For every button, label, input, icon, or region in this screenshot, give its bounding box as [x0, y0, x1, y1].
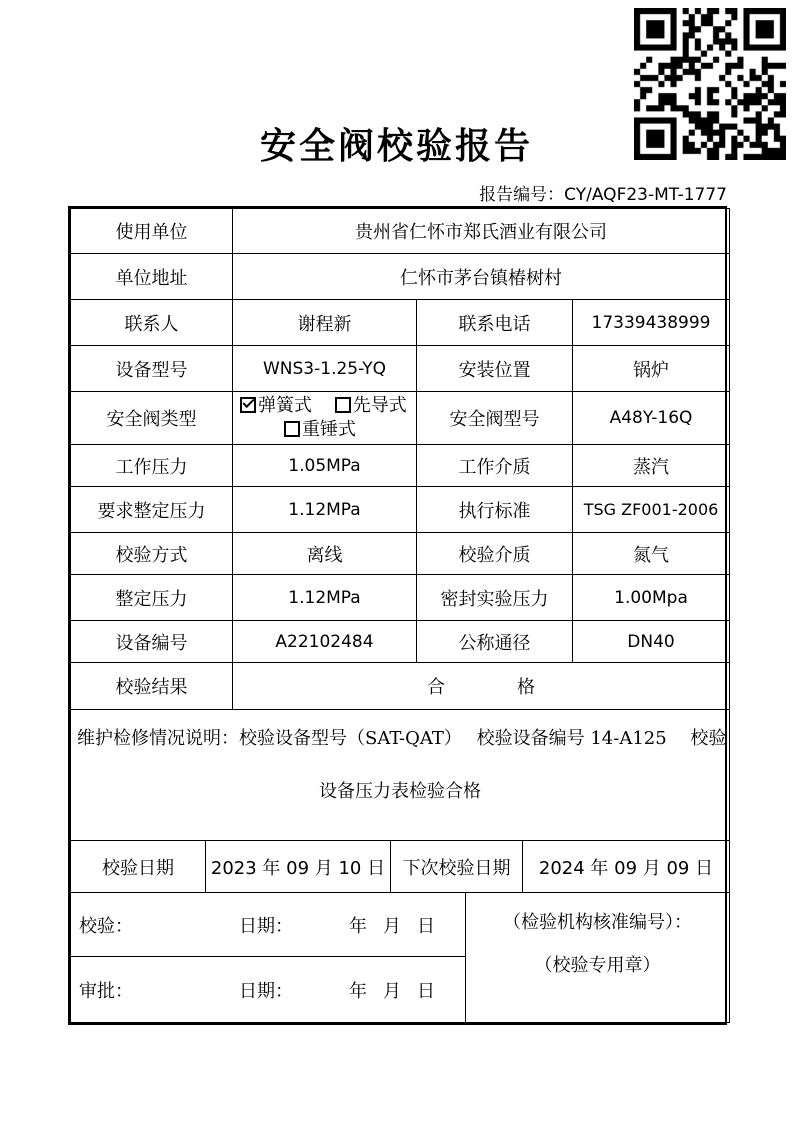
table-row	[71, 392, 730, 445]
year-label: 年	[349, 980, 367, 1002]
address-label: 单位地址	[71, 254, 233, 300]
phone-value: 17339438999	[573, 300, 730, 346]
use-unit-label: 使用单位	[71, 209, 233, 254]
valve-model-label: 安全阀型号	[417, 392, 573, 445]
next-date-label: 下次校验日期	[391, 841, 523, 893]
install-pos-value: 锅炉	[573, 346, 730, 392]
month-label: 月	[383, 980, 401, 1002]
next-date-value: 2024 年 09 月 09 日	[523, 841, 730, 893]
req-set-pressure-value: 1.12MPa	[233, 487, 417, 533]
result-label: 校验结果	[71, 663, 233, 710]
work-medium-value: 蒸汽	[573, 445, 730, 487]
maintenance-line1: 维护检修情况说明：校验设备型号（SAT-QAT） 校验设备编号 14-A125 校验	[77, 728, 727, 749]
table-row	[71, 300, 730, 346]
cal-method-value: 离线	[233, 533, 417, 575]
set-pressure-value: 1.12MPa	[233, 575, 417, 621]
seal-pressure-value: 1.00Mpa	[573, 575, 730, 621]
seal-label: （校验专用章）	[534, 955, 661, 976]
table-row	[71, 575, 730, 621]
address-value: 仁怀市茅台镇椿树村	[233, 254, 730, 300]
checkbox-unchecked-icon[interactable]	[284, 421, 300, 437]
table-row	[71, 487, 730, 533]
year-label: 年	[349, 915, 367, 937]
valve-model-value: A48Y-16Q	[573, 392, 730, 445]
use-unit-value: 贵州省仁怀市郑氏酒业有限公司	[233, 209, 730, 254]
work-medium-label: 工作介质	[417, 445, 573, 487]
day-label: 日	[417, 915, 435, 937]
work-pressure-label: 工作压力	[71, 445, 233, 487]
standard-label: 执行标准	[417, 487, 573, 533]
result-value: 合 格	[233, 663, 730, 710]
maintenance-note	[71, 710, 730, 841]
checkbox-checked-icon[interactable]	[240, 397, 256, 413]
valve-type-options	[233, 392, 417, 445]
info-table	[70, 208, 730, 841]
table-row	[71, 663, 730, 710]
device-no-value: A22102484	[233, 621, 417, 663]
table-row	[71, 209, 730, 254]
table-row	[71, 893, 730, 957]
month-label: 月	[383, 915, 401, 937]
date-label: 日期：	[239, 980, 293, 1002]
table-row	[71, 710, 730, 841]
device-model-label: 设备型号	[71, 346, 233, 392]
dates-table	[70, 840, 730, 893]
table-row	[71, 346, 730, 392]
checkbox-weight[interactable]	[284, 418, 416, 442]
report-number: 报告编号：CY/AQF23-MT-1777	[479, 185, 727, 205]
stamp-cell	[466, 893, 730, 1023]
contact-label: 联系人	[71, 300, 233, 346]
standard-value: TSG ZF001-2006	[573, 487, 730, 533]
report-table	[68, 206, 727, 1025]
cal-date-value: 2023 年 09 月 10 日	[206, 841, 391, 893]
day-label: 日	[417, 980, 435, 1002]
nominal-dia-value: DN40	[573, 621, 730, 663]
approver-label: 审批：	[79, 980, 133, 1002]
table-row	[71, 254, 730, 300]
checkbox-spring-label: 弹簧式	[258, 395, 312, 416]
work-pressure-value: 1.05MPa	[233, 445, 417, 487]
table-row	[71, 445, 730, 487]
req-set-pressure-label: 要求整定压力	[71, 487, 233, 533]
checkbox-unchecked-icon[interactable]	[335, 397, 351, 413]
checkbox-pilot-label: 先导式	[352, 395, 407, 416]
cal-medium-value: 氮气	[573, 533, 730, 575]
device-no-label: 设备编号	[71, 621, 233, 663]
valve-type-label: 安全阀类型	[71, 392, 233, 445]
phone-label: 联系电话	[417, 300, 573, 346]
checkbox-pilot[interactable]	[335, 395, 407, 416]
calibrator-label: 校验：	[79, 915, 133, 937]
device-model-value: WNS3-1.25-YQ	[233, 346, 417, 392]
calibrator-sign-cell	[71, 893, 466, 957]
org-code-label: （检验机构核准编号）：	[503, 912, 692, 933]
cal-medium-label: 校验介质	[417, 533, 573, 575]
table-row	[71, 841, 730, 893]
set-pressure-label: 整定压力	[71, 575, 233, 621]
table-row	[71, 533, 730, 575]
signature-table	[70, 892, 730, 1023]
contact-value: 谢程新	[233, 300, 417, 346]
install-pos-label: 安装位置	[417, 346, 573, 392]
cal-date-label: 校验日期	[71, 841, 206, 893]
nominal-dia-label: 公称通径	[417, 621, 573, 663]
page-title: 安全阀校验报告	[259, 125, 533, 167]
date-label: 日期：	[239, 915, 293, 937]
checkbox-spring[interactable]	[240, 395, 312, 416]
maintenance-line2: 设备压力表检验合格	[319, 781, 481, 802]
table-row	[71, 621, 730, 663]
cal-method-label: 校验方式	[71, 533, 233, 575]
checkbox-weight-label: 重锤式	[302, 419, 356, 440]
approver-sign-cell	[71, 957, 466, 1023]
seal-pressure-label: 密封实验压力	[417, 575, 573, 621]
